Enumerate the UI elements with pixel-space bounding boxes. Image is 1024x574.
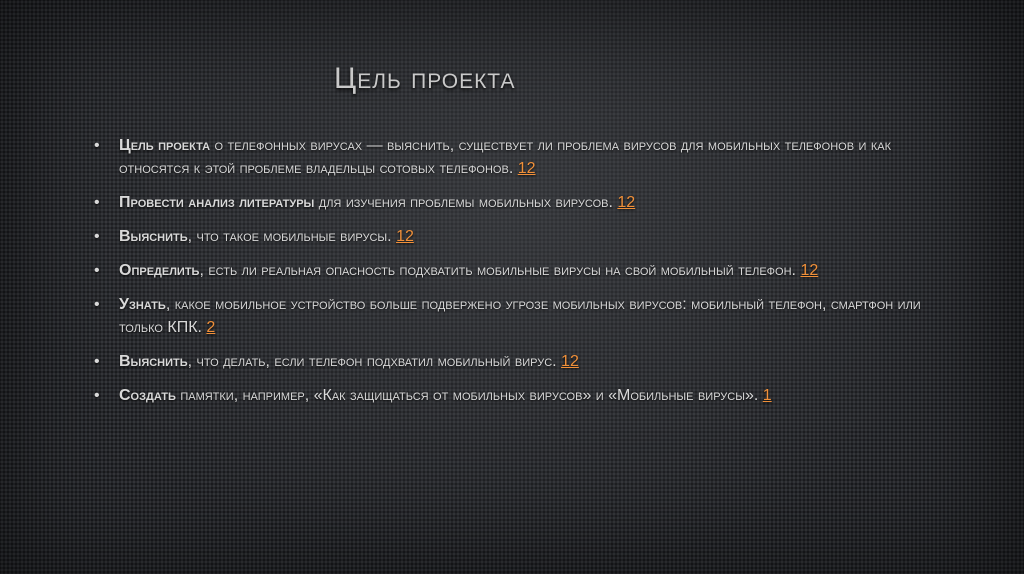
bullet-lead: Выяснить xyxy=(119,353,188,370)
bullet-dot-icon: • xyxy=(94,262,100,279)
bullet-dot-icon: • xyxy=(94,228,100,245)
bullet-item xyxy=(92,191,922,214)
bullet-item xyxy=(92,225,922,248)
bullet-dot-icon: • xyxy=(94,353,100,370)
bullet-lead: Цель проекта xyxy=(119,137,211,154)
bullet-item xyxy=(92,259,922,282)
reference-link[interactable]: 12 xyxy=(517,160,536,177)
bullet-item xyxy=(92,134,922,180)
bullet-lead: Определить xyxy=(119,262,200,279)
bullet-text: о телефонных вирусах — выяснить, существует ли проблема вирусов для мобильных телефонов и как относятся к этой проблеме владельцы сотовых телефонов. xyxy=(119,137,891,177)
reference-link[interactable]: 1 xyxy=(762,387,772,404)
bullet-text: , есть ли реальная опасность подхватить мобильные вирусы на свой мобильный телефон. xyxy=(199,262,801,279)
bullet-list xyxy=(92,134,922,418)
bullet-item xyxy=(92,350,922,373)
reference-link[interactable]: 12 xyxy=(800,262,819,279)
bullet-lead: Создать xyxy=(119,387,176,404)
bullet-text: памятки, например, «Как защищаться от мобильных вирусов» и «Мобильные вирусы». xyxy=(175,387,763,404)
reference-link[interactable]: 2 xyxy=(206,319,216,336)
bullet-text: , какое мобильное устройство больше подвержено угрозе мобильных вирусов: мобильный телефон, смартфон или только КПК. xyxy=(119,296,921,336)
reference-link[interactable]: 12 xyxy=(617,194,636,211)
bullet-dot-icon: • xyxy=(94,194,100,211)
bullet-lead: Выяснить xyxy=(119,228,188,245)
slide-title: Цель проекта xyxy=(334,62,516,95)
bullet-item xyxy=(92,384,922,407)
bullet-item xyxy=(92,293,922,339)
bullet-text: , что делать, если телефон подхватил мобильный вирус. xyxy=(187,353,562,370)
bullet-lead: Провести анализ литературы xyxy=(119,194,315,211)
bullet-lead: Узнать xyxy=(119,296,166,313)
reference-link[interactable]: 12 xyxy=(396,228,414,245)
bullet-text: для изучения проблемы мобильных вирусов. xyxy=(314,194,618,211)
bullet-dot-icon: • xyxy=(94,137,100,154)
bullet-dot-icon: • xyxy=(94,387,100,404)
bullet-text: , что такое мобильные вирусы. xyxy=(187,228,397,245)
bullet-dot-icon: • xyxy=(94,296,100,313)
reference-link[interactable]: 12 xyxy=(561,353,579,370)
